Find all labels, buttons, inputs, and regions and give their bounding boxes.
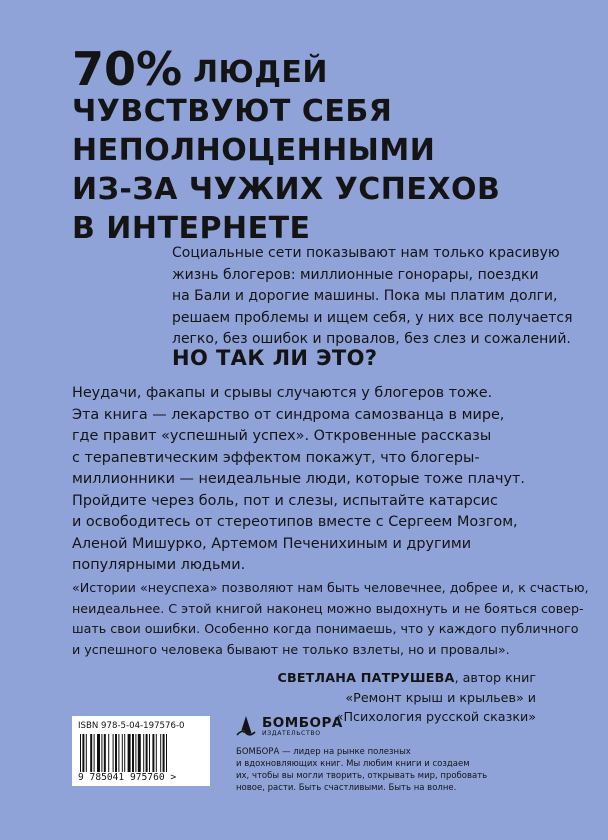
barcode-bar xyxy=(163,734,165,772)
intro-line: решаем проблемы и ищем себя, у них все получается xyxy=(172,309,573,326)
attribution-line-1 xyxy=(277,668,536,688)
barcode-bar xyxy=(108,734,109,772)
barcode-bar xyxy=(118,734,119,772)
body-line: Неудачи, факапы и срывы случаются у блогеров тоже. xyxy=(72,385,493,401)
barcode-bar xyxy=(115,734,117,772)
question-heading: НО ТАК ЛИ ЭТО? xyxy=(172,346,378,370)
publisher-logo xyxy=(236,714,436,740)
isbn-number: ISBN 978-5-04-197576-0 xyxy=(78,721,185,731)
barcode-bar xyxy=(94,734,95,772)
barcode-bar xyxy=(146,734,148,772)
publisher-description xyxy=(236,746,488,794)
barcode-bar xyxy=(135,734,136,772)
barcode-bar xyxy=(138,734,141,772)
headline-line-2: ЧУВСТВУЮТ СЕБЯ xyxy=(72,94,393,129)
ean-number: 9 785041 975760 > xyxy=(78,772,177,783)
barcode-bar xyxy=(143,734,144,772)
barcode-bar xyxy=(104,734,106,772)
barcode-bar xyxy=(80,734,81,772)
headline-line-1-rest: ЛЮДЕЙ xyxy=(193,55,329,90)
body-line: Эта книга — лекарство от синдрома самозванца в мире, xyxy=(72,406,505,423)
barcode-bar xyxy=(160,734,161,772)
quote-line: «Истории «неуспеха» позволяют нам быть человечнее, добрее и, к счастью, xyxy=(72,580,589,595)
barcode-bar xyxy=(166,734,167,772)
barcode-bar xyxy=(124,734,125,772)
publisher-desc-line: БОМБОРА — лидер на рынке полезных xyxy=(236,747,411,757)
quote-line: неидеальнее. С этой книгой наконец можно выдохнуть и не бояться совер- xyxy=(72,600,584,616)
barcode-bar xyxy=(86,734,87,772)
headline-line-5: В ИНТЕРНЕТЕ xyxy=(72,211,311,246)
barcode-bar xyxy=(156,734,157,772)
quote-line: шать свои ошибки. Особенно когда понимаешь, что у каждого публичного xyxy=(72,621,579,636)
barcode-bar xyxy=(132,734,134,772)
barcode-bar xyxy=(152,734,154,772)
headline-percent: 70% xyxy=(72,42,183,96)
body-line: с терапевтическим эффектом покажут, что блогеры- xyxy=(72,449,480,466)
barcode-box xyxy=(72,716,210,786)
headline-line-3: НЕПОЛНОЦЕННЫМИ xyxy=(72,133,436,168)
bombora-wave-icon xyxy=(236,714,256,740)
barcode-bars xyxy=(78,734,204,772)
body-line: популярными людьми. xyxy=(72,557,246,573)
publisher-desc-line: их, чтобы вы могли творить, открывать мир, пробовать xyxy=(236,771,488,781)
barcode-bar xyxy=(101,734,102,772)
barcode-bar xyxy=(122,734,123,772)
intro-line: жизнь блогеров: миллионные гонорары, поездки xyxy=(172,266,539,283)
intro-line: Социальные сети показывают нам только красивую xyxy=(172,245,560,261)
attribution-role: , автор книг xyxy=(454,670,536,685)
attribution-book-1: «Ремонт крыш и крыльев» и xyxy=(345,689,536,705)
barcode-bar xyxy=(149,734,150,772)
body-paragraph xyxy=(72,383,602,577)
body-line: и освободитесь от стереотипов вместе с Сергеем Мозгом, xyxy=(72,514,518,530)
publisher-name: БОМБОРА xyxy=(262,715,343,731)
quote xyxy=(72,578,602,660)
headline-line-1 xyxy=(72,42,592,96)
publisher-desc-line: новое, расти. Быть счастливыми. Быть на волне. xyxy=(236,783,457,793)
barcode-bar xyxy=(128,734,131,772)
barcode-bar xyxy=(113,734,114,772)
intro-line: на Бали и дорогие машины. Пока мы платим долги, xyxy=(172,288,558,304)
quote-line: и успешного человека бывают не только взлеты, но и провалы». xyxy=(72,641,510,657)
publisher-desc-line: и вдохновляющих книг. Мы любим книги и создаем xyxy=(236,759,470,769)
body-line: Аленой Мишурко, Артемом Печенихиным и другими xyxy=(72,535,472,552)
intro-paragraph xyxy=(172,243,592,351)
attribution-name: СВЕТЛАНА ПАТРУШЕВА xyxy=(277,670,455,685)
barcode-bar xyxy=(97,734,100,772)
attribution-book-2: «Психология русской сказки» xyxy=(335,709,536,724)
intro-line: легко, без ошибок и провалов, без слез и сожалений. xyxy=(172,331,571,347)
barcode-bar xyxy=(90,734,92,772)
publisher-sub: ИЗДАТЕЛЬСТВО xyxy=(262,730,321,737)
body-line: Пройдите через боль, пот и слезы, испытайте катарсис xyxy=(72,492,498,509)
barcode-bar xyxy=(82,734,84,772)
body-line: где правит «успешный успех». Откровенные рассказы xyxy=(72,428,492,444)
body-line: миллионники — неидеальные люди, которые тоже плачут. xyxy=(72,471,525,487)
headline-line-4: ИЗ-ЗА ЧУЖИХ УСПЕХОВ xyxy=(72,172,501,207)
headline xyxy=(72,42,592,248)
